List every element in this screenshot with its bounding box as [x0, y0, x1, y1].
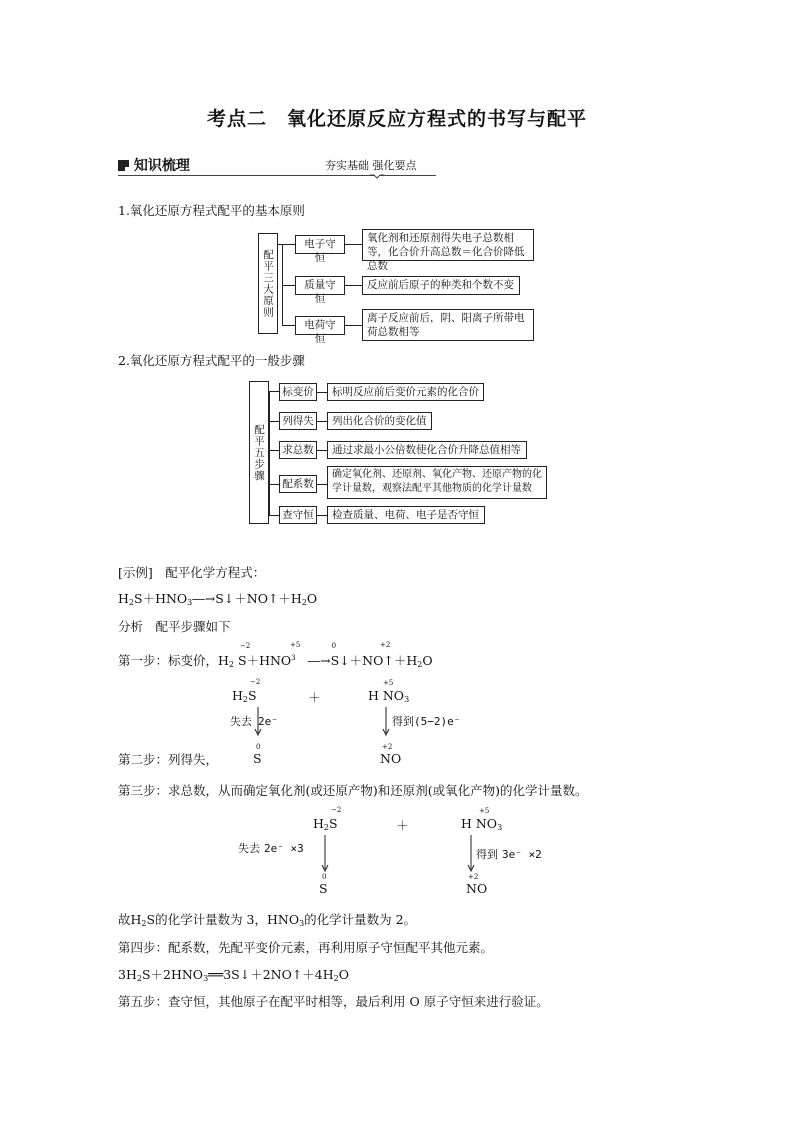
diagram1-item-label: 质量守恒	[295, 276, 345, 295]
diagram2-item-desc: 标明反应前后变价元素的化合价	[327, 383, 484, 401]
section-square-icon	[118, 160, 129, 171]
conclusion-line: 故$H_2S$的化学计量数为 3，$HNO_3$的化学计量数为 2。	[118, 912, 417, 928]
section-header	[118, 155, 190, 175]
step3-line: 第三步：求总数，从而确定氧化剂(或还原产物)和还原剂(或氧化产物)的化学计量数。	[118, 783, 588, 798]
section-subtitle: 夯实基础 强化要点	[325, 159, 417, 172]
down-arrow-icon	[467, 835, 475, 873]
diagram2-item-desc: 列出化合价的变化值	[327, 412, 432, 430]
heading-principles: 1.氧化还原方程式配平的基本原则	[118, 203, 305, 218]
page-title: 考点二 氧化还原反应方程式的书写与配平	[206, 108, 587, 130]
step2-line: 第二步：列得失，	[118, 752, 219, 767]
balanced-equation: $3H_2S+2HNO_3══3S↓+2NO↑+4H_2O$	[118, 967, 350, 983]
analysis-label: 分析 配平步骤如下	[118, 619, 231, 634]
diagram2-item-label: 配系数	[279, 475, 317, 493]
diagram1-item-label: 电荷守恒	[295, 316, 345, 335]
diagram2-item-desc: 确定氧化剂、还原剂、氧化产物、还原产物的化学计量数，观察法配平其他物质的化学计量数	[327, 466, 547, 499]
diagram2-item-label: 列得失	[279, 412, 317, 430]
step1-line: 第一步：标变价，$H_2$ −2 $S+HNO^3$ +5 ―→ 0 $S↓+NO↑+H_2O$ +2	[118, 641, 433, 669]
example-intro: [示例] 配平化学方程式：	[118, 565, 266, 580]
diagram1-item-desc: 反应前后原子的种类和个数不变	[362, 276, 520, 295]
section-divider	[118, 175, 436, 176]
section-label: 知识梳理	[133, 158, 190, 174]
step4-line: 第四步：配系数，先配平变价元素，再利用原子守恒配平其他元素。	[118, 940, 494, 955]
diagram1-root: 配平三大原则	[258, 233, 278, 334]
down-arrow-icon	[321, 835, 329, 873]
diagram2-item-label: 标变价	[279, 383, 317, 401]
diagram1-item-desc: 氧化剂和还原剂得失电子总数相等，化合价升高总数＝化合价降低总数	[362, 229, 534, 261]
step5-line: 第五步：查守恒，其他原子在配平时相等，最后利用 O 原子守恒来进行验证。	[118, 994, 549, 1009]
diagram2-root: 配平五步骤	[249, 381, 269, 524]
heading-steps: 2.氧化还原方程式配平的一般步骤	[118, 353, 305, 368]
diagram1-item-desc: 离子反应前后，阴、阳离子所带电荷总数相等	[362, 309, 534, 341]
diagram1-item-label: 电子守恒	[295, 235, 345, 254]
example-equation: $H_2S+HNO_3―\to S↓+NO↑+H_2O$	[118, 591, 318, 607]
diagram2-item-label: 查守恒	[279, 506, 317, 524]
divider-notch-icon	[370, 171, 384, 179]
diagram2-item-desc: 通过求最小公倍数使化合价升降总值相等	[327, 441, 527, 459]
diagram2-item-label: 求总数	[279, 441, 317, 459]
down-arrow-icon	[382, 707, 390, 737]
diagram2-item-desc: 检查质量、电荷、电子是否守恒	[327, 506, 485, 524]
